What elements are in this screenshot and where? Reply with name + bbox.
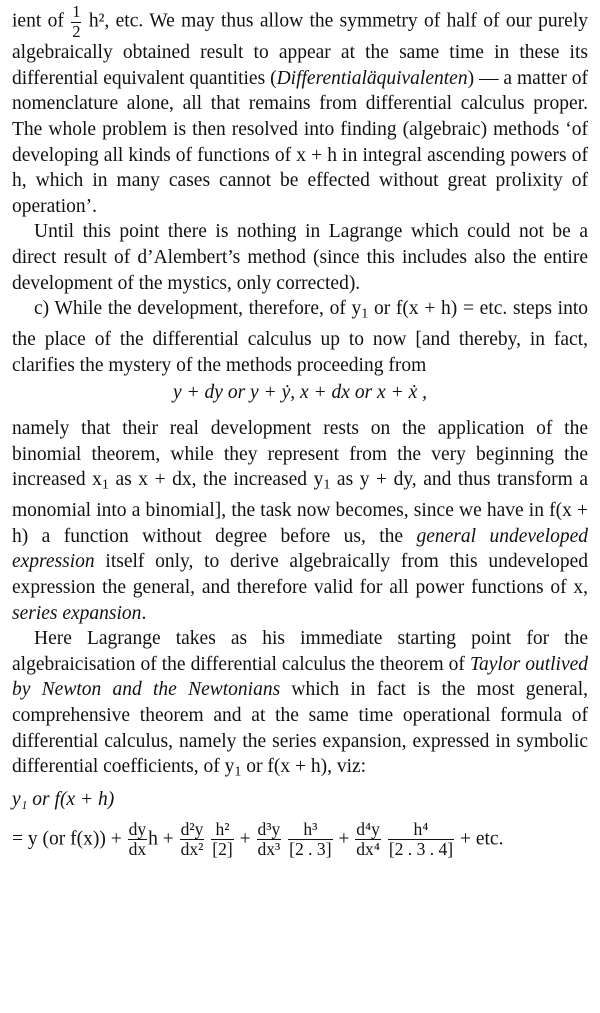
paragraph-5 — [12, 626, 588, 785]
fraction-numerator: d³y — [257, 818, 281, 839]
fraction-denominator: dx³ — [257, 839, 281, 860]
subscript: 1 — [323, 476, 331, 493]
fraction-numerator: d²y — [180, 818, 204, 839]
fraction-numerator: dy — [128, 818, 147, 839]
fraction-numerator: h⁴ — [413, 818, 429, 839]
subscript: 1 — [101, 476, 109, 493]
german-term: Differentialäquivalenten — [276, 67, 468, 89]
formula-start: = y (or f(x)) + — [12, 828, 127, 850]
inline-equation: y + dy or y + ẏ, x + dx or x + ẋ , — [172, 382, 428, 404]
fraction-denominator: [2 . 3 . 4] — [388, 839, 454, 860]
paragraph-4 — [12, 416, 588, 626]
fraction — [288, 818, 332, 860]
fraction — [355, 818, 381, 860]
text: ient of — [12, 10, 71, 32]
fraction — [257, 818, 282, 860]
text: . — [141, 602, 147, 624]
formula-text: + — [333, 828, 355, 850]
emphasis: series expansion — [12, 602, 142, 624]
text: as x + dx, the increased y — [108, 469, 324, 491]
formula-lhs: y₁ or f(x + h) — [12, 789, 115, 811]
fraction-denominator: dx — [128, 839, 147, 860]
formula-end: + etc. — [455, 828, 504, 850]
text: or f(x + h) = etc. steps into the place of the differential calculus up to now [and thereby, in fact, clarifies the mystery of the methods proceeding from — [12, 298, 588, 376]
fraction-denominator: [2] — [212, 839, 233, 860]
text: namely that their real development rests on the application of the binomial theorem, while they represent from the very beginning the increased x — [12, 417, 588, 491]
fraction — [211, 818, 233, 860]
paragraph-1 — [12, 4, 588, 219]
subscript: 1 — [361, 305, 369, 322]
formula-text: + — [234, 828, 256, 850]
text: which in fact is the most general, comprehensive theorem and at the same time operational formula of differential calculus, namely the series expansion, expressed in symbolic differential coefficients, of y — [12, 679, 588, 778]
text: c) While the development, therefore, of y — [34, 298, 362, 320]
subscript: 1 — [234, 763, 242, 780]
fraction-numerator: d⁴y — [356, 818, 380, 839]
emphasis: general undeveloped expression — [12, 525, 588, 573]
taylor-series-formula — [12, 818, 588, 860]
text: or f(x + h), viz: — [241, 756, 367, 778]
document-page — [12, 4, 588, 859]
text: itself only, to derive algebraically from this undeveloped expression the general, and therefore valid for all power functions of x, — [12, 551, 588, 599]
fraction — [180, 818, 205, 860]
fraction-numerator: h² — [215, 818, 230, 839]
fraction — [388, 818, 454, 860]
emphasis: Taylor outlived by Newton and the Newtonians — [12, 653, 589, 701]
formula-text: h + — [148, 828, 179, 850]
fraction-half — [71, 4, 81, 40]
text: as y + dy, and thus transform a monomial into a binomial], the task now becomes, since we have in f(x + h) a function without degree before us, the — [12, 469, 588, 547]
fraction-denominator: 2 — [72, 21, 81, 41]
text: Here Lagrange takes as his immediate starting point for the algebraicisation of the differential calculus the theorem of — [12, 628, 588, 675]
fraction-denominator: dx⁴ — [356, 839, 380, 860]
paragraph-3 — [12, 296, 588, 378]
text: h², etc. We may thus allow the symmetry of half of our purely algebraically obtained result to appear at the same time in these its differential equivalent quantities ( — [12, 10, 589, 89]
fraction — [128, 818, 148, 860]
fraction-numerator: 1 — [72, 2, 81, 21]
paragraph-2: Until this point there is nothing in Lagrange which could not be a direct result of d’Alembert’s method (since this includes also the entire development of the mystics, only corrected). — [12, 221, 588, 294]
fraction-denominator: [2 . 3] — [289, 839, 332, 860]
text: ) — a matter of nomenclature alone, all that remains from differential calculus proper. The whole problem is then resolved into finding (algebraic) methods ‘of developing all kinds of functions of x + h in integral ascending powers of h, which in many cases cannot be effected without great prolixity of operation’. — [12, 67, 589, 217]
fraction-numerator: h³ — [303, 818, 318, 839]
fraction-denominator: dx² — [180, 839, 204, 860]
